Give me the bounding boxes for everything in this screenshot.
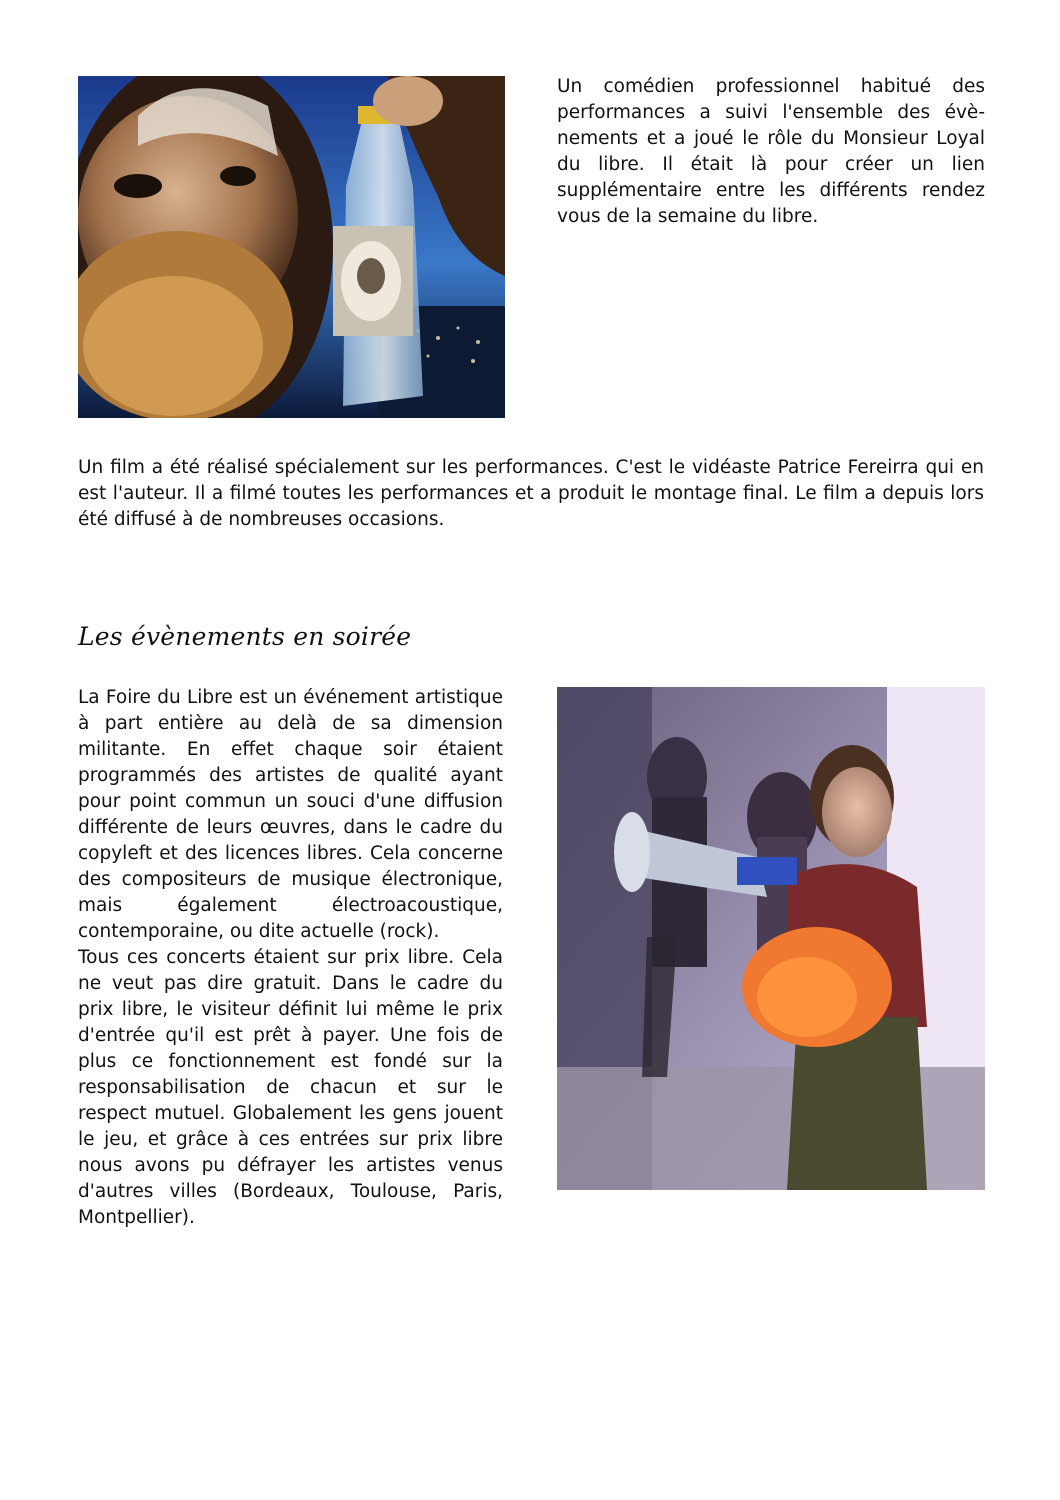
section-title: Les évènements en soirée [78,622,412,651]
film-paragraph: Un film a été réalisé spécialement sur les performances. C'est le vidéaste Patrice Fereirra qui en est l'auteur. Il a filmé toutes les performances et a produit le montage final. Le film a depuis lors été diffusé à de nombreuses occasions. [78,457,984,530]
comedian-photo [78,76,505,418]
evening-text-block [78,685,503,1231]
comedian-photo-illustration [78,76,505,418]
evening-paragraph-1: La Foire du Libre est un événement artistique à part entière au delà de sa dimension militante. En effet chaque soir étaient programmés des artistes de qualité ayant pour point commun un souci d'une diffusion différente de leurs œuvres, dans le cadre du copyleft et des licences libres. Cela concerne des compositeurs de musique électronique, mais également électroacoustique, contemporaine, ou dite actuelle (rock). [78,687,503,942]
woman-megaphone-photo-illustration [557,687,985,1190]
evening-paragraph-2: Tous ces concerts étaient sur prix libre. Cela ne veut pas dire gratuit. Dans le cadre du prix libre, le visiteur définit lui même le prix d'entrée qu'il est prêt à payer. Une fois de plus ce fonctionnement est fondé sur la responsabilisation de chacun et sur le respect mutuel. Globalement les gens jouent le jeu, et grâce à ces entrées sur prix libre nous avons pu défrayer les artistes venus d'autres villes (Bordeaux, Toulouse, Paris, Montpellier). [78,947,503,1228]
woman-megaphone-photo [557,687,985,1190]
comedian-paragraph: Un comédien professionnel habitué des performances a suivi l'ensemble des évènements et a joué le rôle du Monsieur Loyal du libre. Il était là pour créer un lien supplémentaire entre les différents rendez vous de la semaine du libre. [557,76,985,227]
